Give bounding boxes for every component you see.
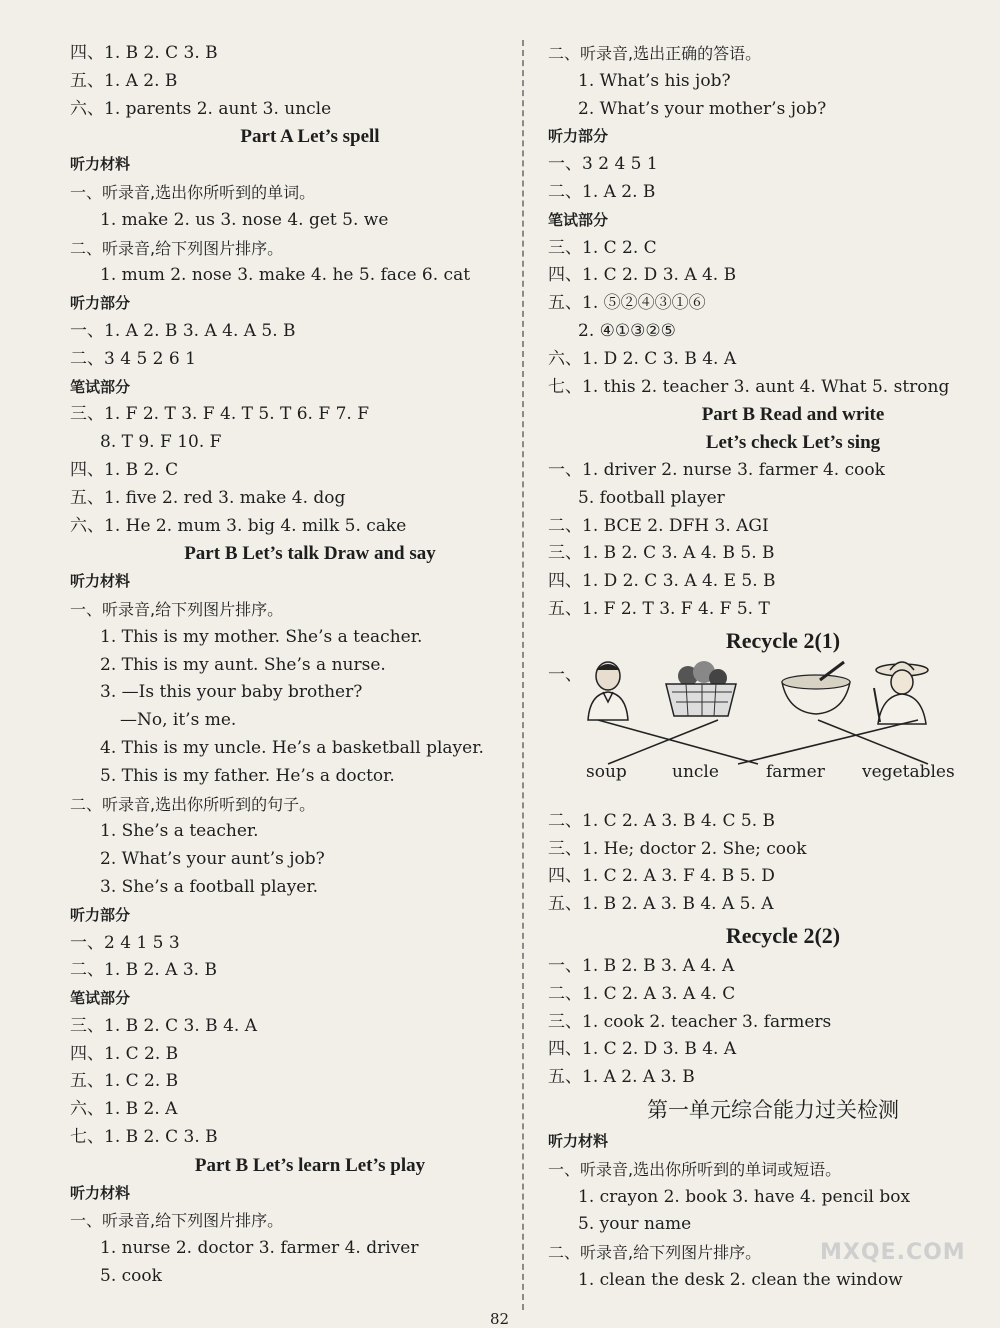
answer-line: 四、1. D 2. C 3. A 4. E 5. B [548,571,776,592]
recycle-2-1-title: Recycle 2(1) [725,627,841,653]
section-label: 笔试部分 [548,210,609,229]
answer-line: 七、1. this 2. teacher 3. aunt 4. What 5. strong [548,376,950,397]
section-label: 听力材料 [70,572,131,591]
answer-line: 一、1. B 2. B 3. A 4. A [548,955,735,976]
match-label-uncle: uncle [672,761,719,782]
answer-line: 1. crayon 2. book 3. have 4. pencil box [578,1186,911,1207]
answer-line: 1. clean the desk 2. clean the window [578,1269,903,1290]
answer-line: 1. She’s a teacher. [100,821,259,842]
answer-line: 七、1. B 2. C 3. B [70,1127,218,1148]
vegetable-basket-icon [658,658,744,722]
answer-line: 二、1. B 2. A 3. B [70,960,217,981]
answer-line: 2. This is my aunt. She’s a nurse. [100,654,386,675]
section-label: 笔试部分 [70,989,131,1008]
section-heading: Let’s check Let’s sing [705,432,881,454]
answer-line: 二、1. C 2. A 3. B 4. C 5. B [548,810,776,831]
answer-line: 一、2 4 1 5 3 [70,932,180,953]
answer-line: 二、3 4 5 2 6 1 [70,348,196,369]
answer-line: 五、1. F 2. T 3. F 4. F 5. T [548,598,770,619]
unit-test-title: 第一单元综合能力过关检测 [647,1097,899,1122]
answer-line: 5. cook [100,1266,162,1287]
answer-line: 一、1. driver 2. nurse 3. farmer 4. cook [548,459,885,480]
match-label-soup: soup [586,761,627,782]
answer-line: 三、1. He; doctor 2. She; cook [548,838,807,859]
answer-line: 四、1. B 2. C 3. B [70,43,218,63]
watermark: MXQE.COM [820,1240,966,1265]
section-heading: Part B Read and write [701,404,885,426]
recycle-2-2-title: Recycle 2(2) [725,922,841,948]
answer-line: 二、1. BCE 2. DFH 3. AGI [548,515,769,536]
answer-line: 五、1. A 2. A 3. B [548,1067,695,1088]
page-number: 82 [490,1310,510,1328]
answer-line: 二、听录音,选出正确的答语。 [548,44,762,63]
answer-line: 一、听录音,给下列图片排序。 [70,1211,284,1231]
farmer-icon [870,658,934,726]
answer-line: 4. This is my uncle. He’s a basketball player. [100,737,484,758]
section-heading: Part B Let’s talk Draw and say [184,543,436,565]
answer-line: 五、1. ⑤②④③①⑥ [548,293,706,314]
answer-line: 一、1. A 2. B 3. A 4. A 5. B [70,320,296,341]
answer-line: 二、1. C 2. A 3. A 4. C [548,983,736,1004]
boy-icon [578,658,638,722]
answer-line: 四、1. C 2. D 3. B 4. A [548,1039,737,1060]
match-label-vegetables: vegetables [862,761,955,782]
section-label: 听力材料 [548,1131,609,1150]
answer-line: 五、1. five 2. red 3. make 4. dog [70,487,346,508]
answer-line: 六、1. He 2. mum 3. big 4. milk 5. cake [70,515,407,536]
answer-line: 1. nurse 2. doctor 3. farmer 4. driver [100,1238,419,1259]
answer-line: —No, it’s me. [120,710,237,731]
answer-line: 1. What’s his job? [578,70,731,91]
answer-line: 四、1. B 2. C [70,459,179,480]
section-label: 听力材料 [70,1183,131,1202]
answer-line: 四、1. C 2. A 3. F 4. B 5. D [548,866,775,887]
column-divider [522,40,524,1310]
section-heading: Part B Let’s learn Let’s play [194,1154,426,1176]
section-label: 听力部分 [70,294,131,313]
section-label: 笔试部分 [70,377,131,396]
answer-line: 5. football player [578,487,725,508]
section-label: 听力材料 [70,155,131,174]
exercise-number: 一、 [548,664,582,685]
recycle-matching-exercise [548,658,978,808]
answer-line: 1. make 2. us 3. nose 4. get 5. we [100,209,389,230]
recycle-2-1-answers [548,808,978,919]
answer-line: 1. This is my mother. She’s a teacher. [100,626,423,647]
answer-line: 二、听录音,给下列图片排序。 [548,1243,762,1263]
right-column [548,40,978,1295]
recycle-2-2-answers [548,953,978,1092]
answer-line: 2. What’s your aunt’s job? [100,849,325,870]
answer-line: 五、1. A 2. B [70,70,178,91]
answer-line: 二、1. A 2. B [548,181,656,202]
answer-line: 一、3 2 4 5 1 [548,154,658,175]
answer-line: 六、1. D 2. C 3. B 4. A [548,348,737,369]
section-heading: Part A Let’s spell [240,126,380,148]
answer-line: 二、听录音,选出你所听到的句子。 [70,794,316,814]
soup-bowl-icon [776,658,856,718]
right-top-answers [548,40,978,624]
answer-line: 四、1. C 2. B [70,1043,179,1064]
answer-line: 一、听录音,选出你所听到的单词或短语。 [548,1159,842,1179]
answer-line: 2. ④①③②⑤ [578,320,676,341]
answer-line: 五、1. B 2. A 3. B 4. A 5. A [548,894,774,915]
answer-line: 8. T 9. F 10. F [100,432,222,453]
matching-lines [588,718,948,768]
section-label: 听力部分 [548,127,609,146]
answer-line: 二、听录音,给下列图片排序。 [70,238,284,258]
answer-line: 一、听录音,选出你所听到的单词。 [70,182,316,202]
match-label-farmer: farmer [766,761,825,782]
section-label: 听力部分 [70,905,131,924]
answer-line: 三、1. cook 2. teacher 3. farmers [548,1011,832,1032]
answer-line: 2. What’s your mother’s job? [578,98,827,119]
answer-line: 三、1. B 2. C 3. B 4. A [70,1015,257,1036]
left-column [70,40,490,1291]
answer-line: 四、1. C 2. D 3. A 4. B [548,265,737,286]
answer-line: 5. This is my father. He’s a doctor. [100,765,395,786]
answer-line: 3. —Is this your baby brother? [100,682,363,703]
answer-line: 六、1. B 2. A [70,1099,178,1120]
answer-line: 三、1. C 2. C [548,237,657,258]
answer-line: 六、1. parents 2. aunt 3. uncle [70,98,332,119]
answer-line: 1. mum 2. nose 3. make 4. he 5. face 6. cat [100,265,471,286]
answer-line: 五、1. C 2. B [70,1071,179,1092]
answer-line: 三、1. B 2. C 3. A 4. B 5. B [548,543,775,564]
unit-test-material [548,1128,978,1295]
answer-line: 三、1. F 2. T 3. F 4. T 5. T 6. F 7. F [70,404,369,425]
answer-line: 一、听录音,给下列图片排序。 [70,599,284,619]
answer-line: 3. She’s a football player. [100,876,319,897]
answer-line: 5. your name [578,1214,692,1235]
